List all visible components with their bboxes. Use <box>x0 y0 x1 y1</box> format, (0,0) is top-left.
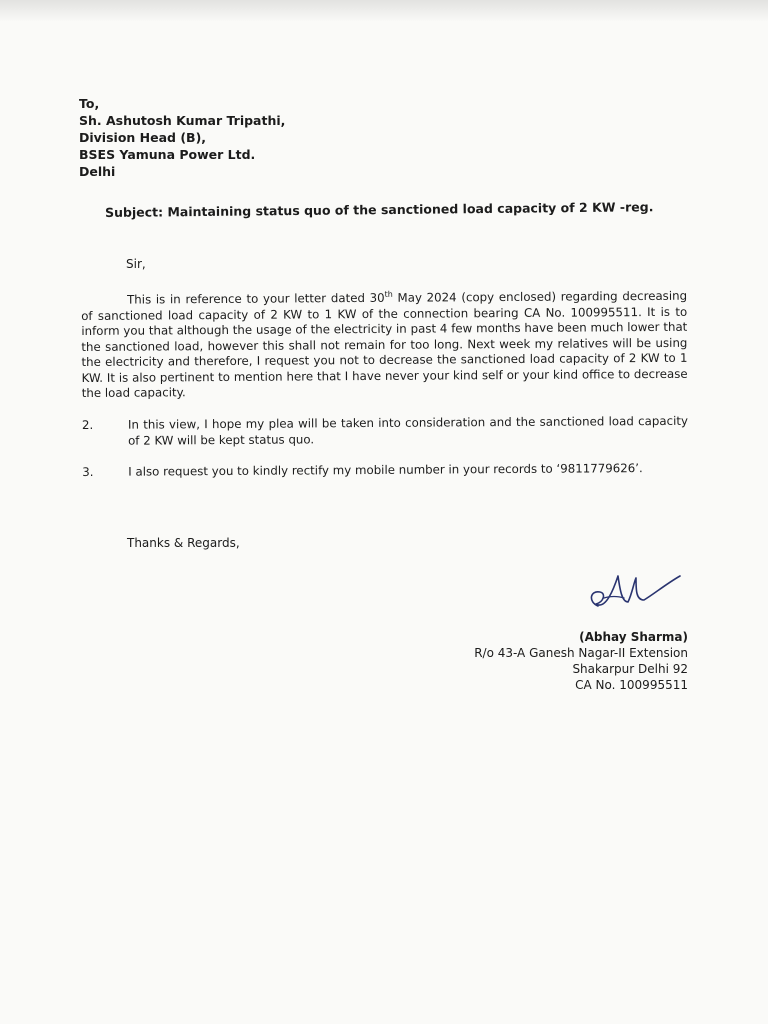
recipient-address <box>79 95 285 180</box>
recipient-name: Sh. Ashutosh Kumar Tripathi, <box>79 113 286 128</box>
signatory-address-line-1: R/o 43-A Ganesh Nagar-II Extension <box>474 646 688 660</box>
paragraph-2 <box>82 414 688 449</box>
paragraph-2-text: In this view, I hope my plea will be taken into consideration and the sanctioned load capacity of 2 KW will be kept status quo. <box>127 413 688 448</box>
paragraph-1 <box>81 285 688 402</box>
ordinal-suffix: th <box>384 289 393 299</box>
signatory-block <box>440 629 688 693</box>
paragraph-1-rest: May 2024 (copy enclosed) regarding decreasing of sanctioned load capacity of 2 KW to 1 KW of the connection bearing CA No. 100995511. It is to inform you that although the usage of the electricity in past 4 few months have been much lower that the sanctioned load, however this shall not remain for too long. Next week my relatives will be using the electricity and therefore, I request you not to decrease the sanctioned load capacity of 2 KW to 1 KW. It is also pertinent to mention here that I have never your kind self or your kind office to decrease the load capacity. <box>81 288 688 401</box>
paragraph-1-start: This is in reference to your letter dated 30 <box>127 290 385 307</box>
signatory-name: (Abhay Sharma) <box>579 630 688 644</box>
paragraph-3-number: 3. <box>82 465 94 480</box>
signatory-ca-number: CA No. 100995511 <box>575 678 688 692</box>
address-to: To, <box>79 96 100 111</box>
paragraph-3 <box>82 461 688 481</box>
recipient-city: Delhi <box>79 164 116 179</box>
paragraph-2-number: 2. <box>81 417 94 433</box>
recipient-company: BSES Yamuna Power Ltd. <box>79 147 256 162</box>
closing-line: Thanks & Regards, <box>127 536 240 550</box>
paragraph-3-text: I also request you to kindly rectify my mobile number in your records to ‘9811779626’. <box>128 461 643 479</box>
recipient-designation: Division Head (B), <box>79 130 207 145</box>
letter-subject: Subject: Maintaining status quo of the sanctioned load capacity of 2 KW -reg. <box>105 199 654 220</box>
letter-body <box>81 285 688 481</box>
salutation: Sir, <box>126 257 146 271</box>
signatory-address-line-2: Shakarpur Delhi 92 <box>572 662 688 676</box>
scan-edge-shadow <box>0 0 768 22</box>
handwritten-signature <box>584 568 684 620</box>
